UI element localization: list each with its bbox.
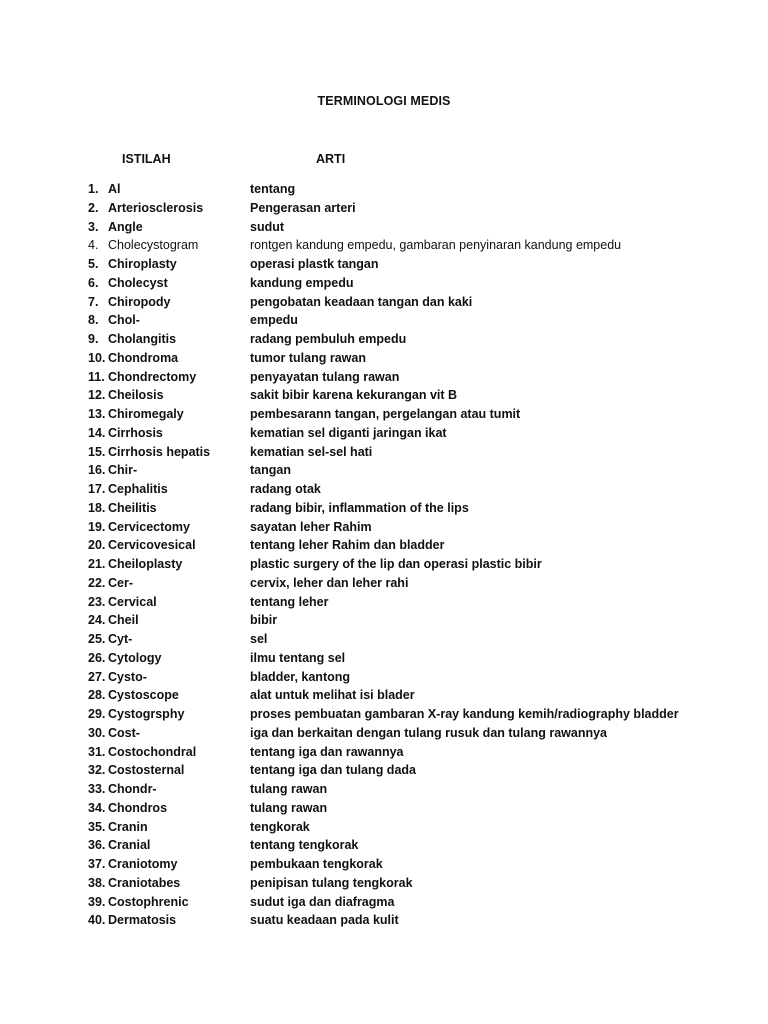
list-item — [0, 818, 768, 837]
item-term: Al — [108, 182, 121, 196]
item-meaning: penyayatan tulang rawan — [250, 369, 400, 384]
list-item — [0, 536, 768, 555]
item-term: Dermatosis — [108, 913, 177, 928]
item-number: 33. — [88, 782, 106, 796]
item-meaning: tentang iga dan rawannya — [250, 744, 404, 759]
list-item — [0, 218, 768, 237]
item-meaning: sayatan leher Rahim — [250, 519, 372, 534]
item-term: Cheilitis — [108, 500, 157, 515]
item-meaning: tulang rawan — [250, 782, 328, 796]
item-meaning: kematian sel-sel hati — [250, 444, 373, 459]
item-number: 18. — [88, 500, 106, 515]
list-item — [0, 743, 768, 762]
item-meaning: radang pembuluh empedu — [250, 332, 407, 346]
list-item — [0, 274, 768, 293]
item-meaning: alat untuk melihat isi blader — [250, 688, 415, 703]
item-number: 25. — [88, 632, 106, 646]
item-term: Cirrhosis — [108, 425, 163, 440]
item-term: Cheiloplasty — [108, 557, 183, 571]
item-meaning: tentang leher — [250, 594, 329, 609]
item-number: 23. — [88, 594, 106, 609]
item-meaning: kandung empedu — [250, 275, 354, 290]
item-meaning: Pengerasan arteri — [250, 200, 356, 215]
item-meaning: radang otak — [250, 482, 321, 496]
item-meaning: cervix, leher dan leher rahi — [250, 575, 409, 590]
list-item — [0, 668, 768, 687]
item-meaning: tentang iga dan tulang dada — [250, 763, 416, 778]
item-meaning: plastic surgery of the lip dan operasi plastic bibir — [250, 557, 542, 571]
list-item — [0, 893, 768, 912]
list-item — [0, 255, 768, 274]
item-meaning: operasi plastk tangan — [250, 257, 379, 271]
item-number: 10. — [88, 350, 106, 365]
item-term: Cytology — [108, 650, 162, 665]
item-term: Chol- — [108, 313, 140, 328]
list-item — [0, 874, 768, 893]
item-meaning: tangan — [250, 463, 291, 478]
item-term: Craniotabes — [108, 875, 181, 890]
item-meaning: bibir — [250, 613, 278, 628]
item-meaning: tentang — [250, 182, 296, 196]
item-term: Arteriosclerosis — [108, 200, 204, 215]
item-meaning: tengkorak — [250, 819, 310, 834]
item-term: Cholangitis — [108, 332, 177, 346]
list-item — [0, 705, 768, 724]
item-term: Cervicovesical — [108, 538, 196, 553]
item-meaning: proses pembuatan gambaran X-ray kandung kemih/radiography bladder — [250, 707, 679, 721]
item-meaning: tulang rawan — [250, 800, 328, 815]
item-term: Costosternal — [108, 763, 185, 778]
item-meaning: sudut iga dan diafragma — [250, 894, 395, 909]
item-term: Chiropody — [108, 294, 171, 309]
item-meaning: kematian sel diganti jaringan ikat — [250, 425, 447, 440]
list-item — [0, 499, 768, 518]
list-item — [0, 405, 768, 424]
item-term: Chiromegaly — [108, 407, 184, 421]
list-item — [0, 424, 768, 443]
item-number: 7. — [88, 294, 99, 309]
item-number: 32. — [88, 763, 106, 778]
list-item — [0, 180, 768, 199]
page-title: TERMINOLOGI MEDIS — [317, 94, 451, 108]
item-meaning: suatu keadaan pada kulit — [250, 913, 399, 928]
list-item — [0, 461, 768, 480]
item-term: Cranial — [108, 838, 151, 853]
item-number: 12. — [88, 388, 106, 403]
list-item — [0, 911, 768, 930]
item-meaning: bladder, kantong — [250, 669, 351, 684]
item-term: Cholecystogram — [108, 238, 199, 253]
item-meaning: pengobatan keadaan tangan dan kaki — [250, 294, 473, 309]
item-number: 34. — [88, 800, 106, 815]
item-number: 13. — [88, 407, 106, 421]
item-term: Craniotomy — [108, 857, 178, 871]
item-term: Costophrenic — [108, 894, 189, 909]
item-number: 21. — [88, 557, 106, 571]
item-meaning: ilmu tentang sel — [250, 650, 346, 665]
item-meaning: empedu — [250, 313, 298, 328]
item-number: 37. — [88, 857, 106, 871]
item-meaning: tentang tengkorak — [250, 838, 359, 853]
list-item — [0, 368, 768, 387]
list-item — [0, 574, 768, 593]
item-term: Chiroplasty — [108, 257, 177, 271]
list-item — [0, 555, 768, 574]
item-number: 8. — [88, 313, 99, 328]
item-meaning: sudut — [250, 219, 285, 234]
item-number: 35. — [88, 819, 106, 834]
list-item — [0, 349, 768, 368]
column-header-meaning: ARTI — [316, 152, 346, 166]
list-item — [0, 518, 768, 537]
item-number: 16. — [88, 463, 106, 478]
item-meaning: sel — [250, 632, 268, 646]
list-item — [0, 443, 768, 462]
item-term: Costochondral — [108, 744, 197, 759]
list-item — [0, 293, 768, 312]
item-number: 11. — [88, 369, 105, 384]
item-number: 20. — [88, 538, 106, 553]
item-term: Cephalitis — [108, 482, 168, 496]
item-number: 28. — [88, 688, 106, 703]
item-term: Cheilosis — [108, 388, 164, 403]
item-number: 15. — [88, 444, 106, 459]
list-item — [0, 855, 768, 874]
item-term: Cirrhosis hepatis — [108, 444, 211, 459]
list-item — [0, 630, 768, 649]
list-item — [0, 611, 768, 630]
item-term: Cervicectomy — [108, 519, 190, 534]
item-meaning: tumor tulang rawan — [250, 350, 366, 365]
item-number: 6. — [88, 275, 99, 290]
item-number: 40. — [88, 913, 106, 928]
item-term: Cost- — [108, 725, 140, 740]
item-term: Chondrectomy — [108, 369, 197, 384]
item-number: 31. — [88, 744, 106, 759]
item-meaning: radang bibir, inflammation of the lips — [250, 500, 469, 515]
list-item — [0, 311, 768, 330]
item-term: Chondroma — [108, 350, 179, 365]
item-number: 3. — [88, 219, 99, 234]
item-number: 26. — [88, 650, 106, 665]
item-meaning: rontgen kandung empedu, gambaran penyinaran kandung empedu — [250, 238, 622, 253]
list-item — [0, 724, 768, 743]
item-term: Cystogrsphy — [108, 707, 185, 721]
item-meaning: pembukaan tengkorak — [250, 857, 383, 871]
item-meaning: penipisan tulang tengkorak — [250, 875, 413, 890]
item-term: Cystoscope — [108, 688, 179, 703]
list-item — [0, 386, 768, 405]
item-term: Cheil — [108, 613, 139, 628]
list-item — [0, 199, 768, 218]
list-item — [0, 593, 768, 612]
item-term: Cholecyst — [108, 275, 168, 290]
item-term: Cranin — [108, 819, 148, 834]
list-item — [0, 330, 768, 349]
item-term: Chondros — [108, 800, 168, 815]
list-item — [0, 236, 768, 255]
column-header-term: ISTILAH — [122, 152, 171, 166]
item-number: 5. — [88, 257, 99, 271]
list-item — [0, 649, 768, 668]
list-item — [0, 799, 768, 818]
item-meaning: sakit bibir karena kekurangan vit B — [250, 388, 458, 403]
item-term: Angle — [108, 219, 143, 234]
list-item — [0, 761, 768, 780]
item-number: 2. — [88, 200, 99, 215]
item-number: 1. — [88, 182, 99, 196]
item-term: Chondr- — [108, 782, 157, 796]
item-number: 4. — [88, 238, 99, 253]
item-meaning: iga dan berkaitan dengan tulang rusuk dan tulang rawannya — [250, 725, 608, 740]
terminology-list — [0, 180, 768, 930]
item-number: 24. — [88, 613, 106, 628]
item-number: 29. — [88, 707, 106, 721]
item-number: 19. — [88, 519, 106, 534]
item-number: 17. — [88, 482, 106, 496]
item-number: 36. — [88, 838, 106, 853]
item-number: 27. — [88, 669, 106, 684]
item-term: Cyt- — [108, 632, 133, 646]
item-number: 9. — [88, 332, 99, 346]
item-term: Cervical — [108, 594, 157, 609]
list-item — [0, 780, 768, 799]
item-term: Cysto- — [108, 669, 147, 684]
list-item — [0, 836, 768, 855]
item-number: 14. — [88, 425, 106, 440]
item-term: Chir- — [108, 463, 138, 478]
item-number: 30. — [88, 725, 106, 740]
item-term: Cer- — [108, 575, 134, 590]
list-item — [0, 686, 768, 705]
item-meaning: tentang leher Rahim dan bladder — [250, 538, 445, 553]
list-item — [0, 480, 768, 499]
item-meaning: pembesarann tangan, pergelangan atau tumit — [250, 407, 521, 421]
item-number: 22. — [88, 575, 106, 590]
item-number: 39. — [88, 894, 106, 909]
item-number: 38. — [88, 875, 106, 890]
